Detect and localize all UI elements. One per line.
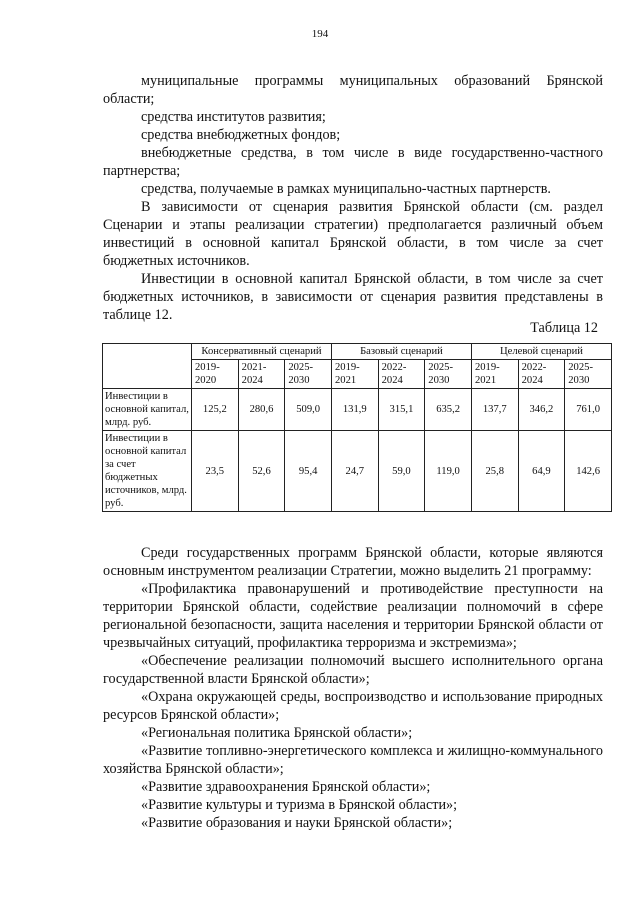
period-header: 2022-2024 [518,360,565,389]
table-cell: 23,5 [192,431,239,512]
bottom-text-block [103,544,603,832]
scenario-header: Базовый сценарий [331,344,471,360]
table-cell: 142,6 [565,431,612,512]
row-label: Инвестиции в основной капитал за счет бюджетных источников, млрд. руб. [103,431,192,512]
table-cell: 635,2 [425,389,472,431]
table-cell: 280,6 [238,389,285,431]
paragraph: внебюджетные средства, в том числе в виде государственно-частного партнерства; [103,145,603,179]
period-header: 2025-2030 [285,360,332,389]
paragraph: Среди государственных программ Брянской области, которые являются основным инструментом реализации Стратегии, можно выделить 21 программу: [103,545,603,579]
investment-table [102,343,612,512]
program-item: «Региональная политика Брянской области»; [141,725,413,741]
top-text-block [103,72,603,324]
program-item: «Обеспечение реализации полномочий высшего исполнительного органа государственной власти Брянской области»; [103,653,603,687]
table-cell: 119,0 [425,431,472,512]
table-cell: 761,0 [565,389,612,431]
program-item: «Развитие топливно-энергетического комплекса и жилищно-коммунального хозяйства Брянской области»; [103,743,603,777]
table-cell: 59,0 [378,431,425,512]
paragraph: муниципальные программы муниципальных образований Брянской области; [103,73,603,107]
program-item: «Развитие образования и науки Брянской области»; [141,815,453,831]
program-item: «Охрана окружающей среды, воспроизводство и использование природных ресурсов Брянской области»; [103,689,603,723]
paragraph: В зависимости от сценария развития Брянской области (см. раздел Сценарии и этапы реализации стратегии) предполагается различный объем инвестиций в основной капитал Брянской области, в том числе за счет бюджетных источников. [103,199,603,269]
program-item: «Развитие культуры и туризма в Брянской области»; [141,797,458,813]
period-header: 2021-2024 [238,360,285,389]
page-number: 194 [311,28,329,40]
scenario-header: Консервативный сценарий [192,344,332,360]
row-label: Инвестиции в основной капитал, млрд. руб. [103,389,192,431]
table-cell: 346,2 [518,389,565,431]
table-corner-cell [103,344,192,389]
table-cell: 24,7 [331,431,378,512]
table-cell: 25,8 [471,431,518,512]
paragraph: Инвестиции в основной капитал Брянской области, в том числе за счет бюджетных источников, в зависимости от сценария развития представлены в таблице 12. [103,271,603,323]
table-cell: 131,9 [331,389,378,431]
table-cell: 137,7 [471,389,518,431]
paragraph: средства институтов развития; [141,109,326,125]
period-header: 2022-2024 [378,360,425,389]
program-item: «Развитие здравоохранения Брянской области»; [141,779,431,795]
paragraph: средства, получаемые в рамках муниципально-частных партнерств. [141,181,551,197]
table-cell: 125,2 [192,389,239,431]
period-header: 2019-2021 [471,360,518,389]
table-cell: 315,1 [378,389,425,431]
period-header: 2019-2021 [331,360,378,389]
table-caption: Таблица 12 [530,320,598,336]
period-header: 2019-2020 [192,360,239,389]
table-header-row [103,344,612,360]
table-cell: 52,6 [238,431,285,512]
period-header: 2025-2030 [425,360,472,389]
table-cell: 64,9 [518,431,565,512]
program-item: «Профилактика правонарушений и противодействие преступности на территории Брянской области, содействие реализации полномочий в сфере региональной безопасности, защита населения и территории Брянской области от чрезвычайных ситуаций, профилактика терроризма и экстремизма»; [103,581,603,651]
period-header: 2025-2030 [565,360,612,389]
table-row [103,431,612,512]
table-row [103,389,612,431]
scenario-header: Целевой сценарий [471,344,611,360]
paragraph: средства внебюджетных фондов; [141,127,341,143]
table-cell: 509,0 [285,389,332,431]
table-cell: 95,4 [285,431,332,512]
